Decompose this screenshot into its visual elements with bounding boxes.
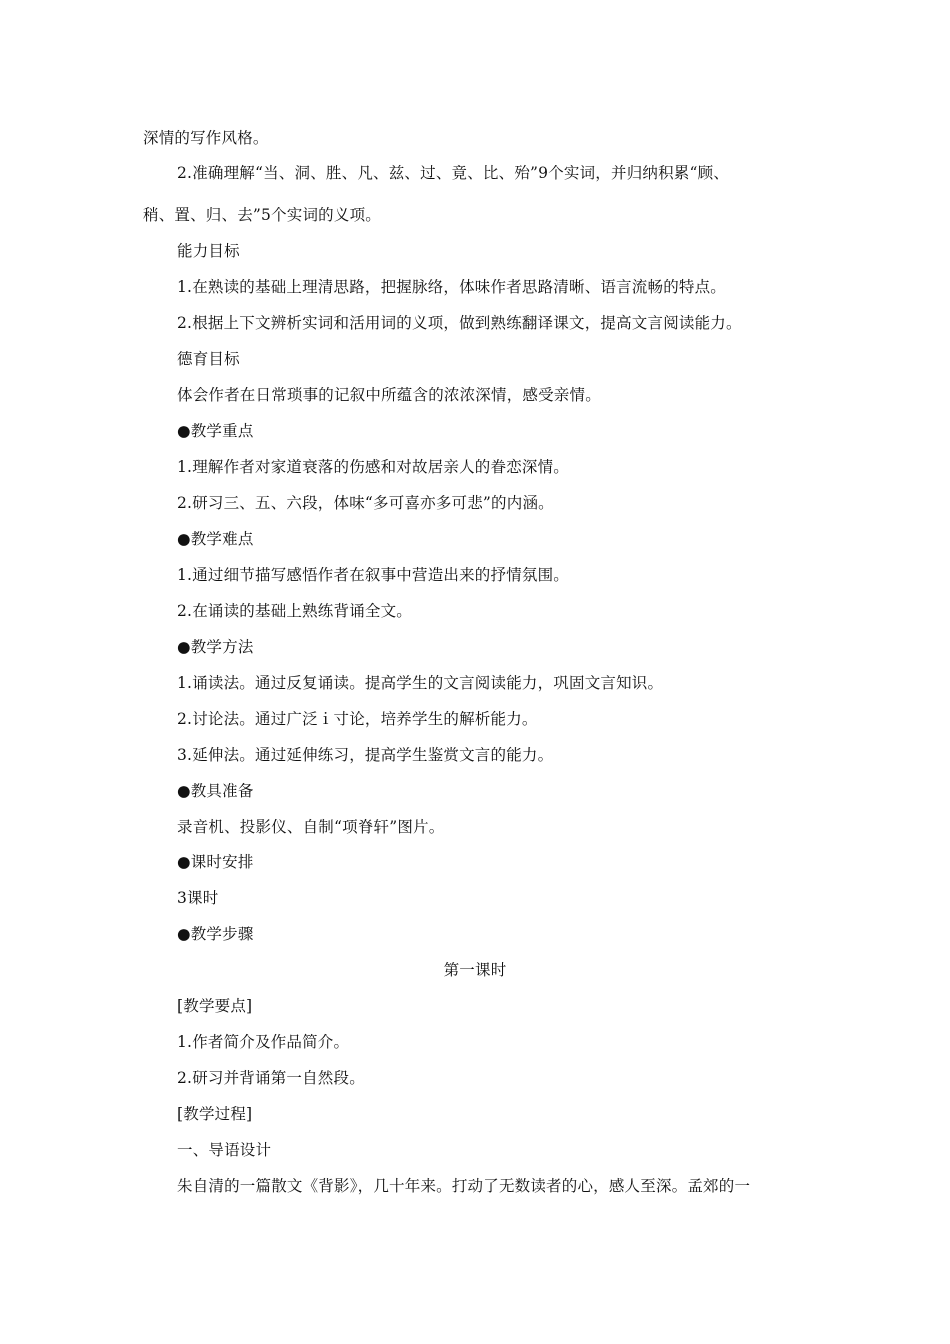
section-heading: 能力目标 (177, 242, 240, 260)
text-line: 2.在诵读的基础上熟练背诵全文。 (177, 602, 412, 620)
text-line: 2.准确理解“当、洞、胜、凡、兹、过、竟、比、殆”9个实词，并归纳积累“顾、 (177, 164, 730, 182)
text-line: 深情的写作风格。 (143, 129, 269, 147)
text-line: 1.理解作者对家道衰落的伤感和对故居亲人的眷恋深情。 (177, 458, 569, 476)
text-line: 体会作者在日常琐事的记叙中所蕴含的浓浓深情，感受亲情。 (177, 386, 601, 404)
text-line: 3课时 (177, 889, 219, 907)
text-line: 2.讨论法。通过广泛ｉ寸论，培养学生的解析能力。 (177, 710, 538, 728)
section-heading: ●教学难点 (177, 530, 254, 548)
section-heading: ●教具准备 (177, 782, 254, 800)
section-heading: ●教学方法 (177, 638, 254, 656)
text-line: 1.诵读法。通过反复诵读。提高学生的文言阅读能力，巩固文言知识。 (177, 674, 664, 692)
lesson-title: 第一课时 (443, 961, 507, 979)
text-line: 1.作者简介及作品简介。 (177, 1033, 350, 1051)
text-line: 一、导语设计 (177, 1141, 272, 1159)
text-line: 1.通过细节描写感悟作者在叙事中营造出来的抒情氛围。 (177, 566, 569, 584)
text-line: 2.研习三、五、六段，体味“多可喜亦多可悲”的内涵。 (177, 494, 554, 512)
text-line: 1.在熟读的基础上理清思路，把握脉络，体味作者思路清晰、语言流畅的特点。 (177, 278, 726, 296)
text-line: 2.研习并背诵第一自然段。 (177, 1069, 365, 1087)
text-line: 2.根据上下文辨析实词和活用词的义项，做到熟练翻译课文，提高文言阅读能力。 (177, 314, 742, 332)
section-heading: ●教学重点 (177, 422, 254, 440)
text-line: 录音机、投影仪、自制“项脊轩”图片。 (177, 818, 445, 836)
text-line: 3.延伸法。通过延伸练习，提高学生鉴赏文言的能力。 (177, 746, 554, 764)
text-line: [教学要点] (177, 997, 253, 1015)
text-line: 朱自清的一篇散文《背影》，几十年来。打动了无数读者的心，感人至深。孟郊的一 (177, 1177, 751, 1195)
section-heading: 德育目标 (177, 350, 240, 368)
section-heading: ●课时安排 (177, 853, 254, 871)
text-line: [教学过程] (177, 1105, 253, 1123)
section-heading: ●教学步骤 (177, 925, 254, 943)
text-line: 稍、置、归、去”5个实词的义项。 (143, 206, 381, 224)
